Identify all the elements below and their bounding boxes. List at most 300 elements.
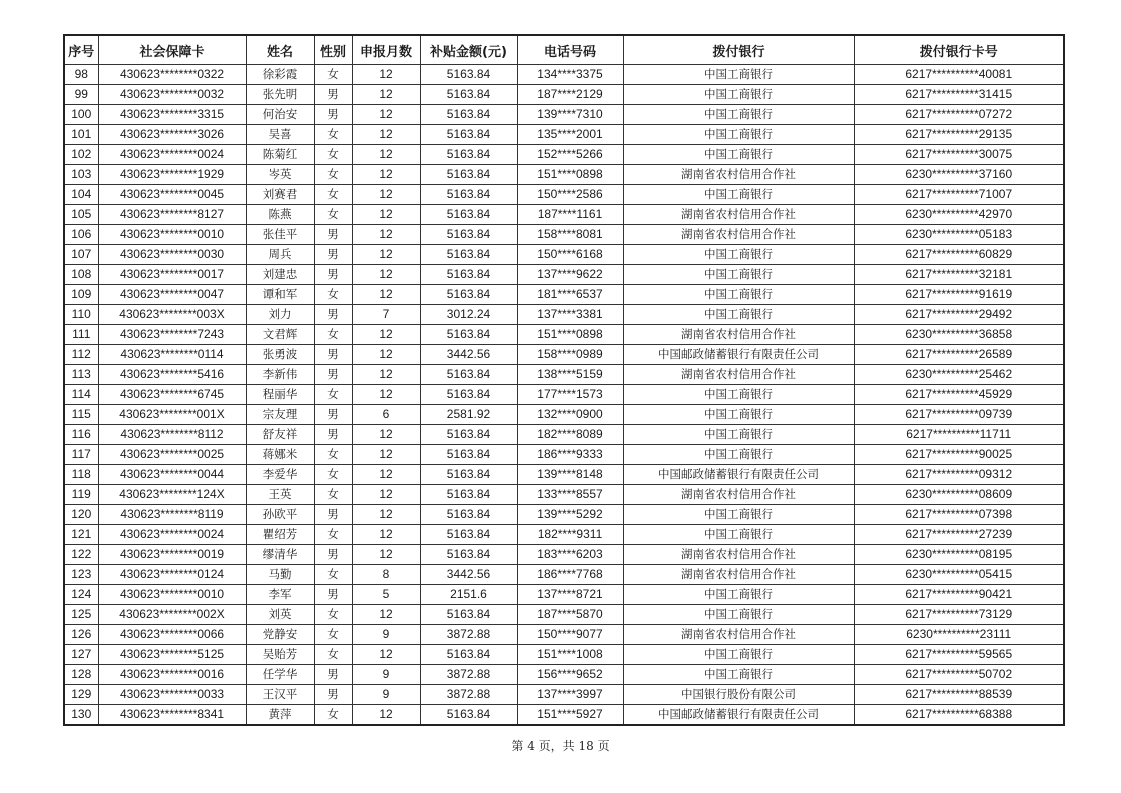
cell-bank: 中国工商银行 [623, 605, 854, 625]
header-bank-card: 拨付银行卡号 [854, 35, 1064, 65]
cell-gender: 男 [314, 85, 352, 105]
cell-months: 8 [352, 565, 420, 585]
cell-bank-card: 6217**********31415 [854, 85, 1064, 105]
cell-phone: 139****5292 [517, 505, 623, 525]
header-social-security-card: 社会保障卡 [98, 35, 246, 65]
cell-gender: 女 [314, 645, 352, 665]
cell-phone: 139****7310 [517, 105, 623, 125]
cell-amount: 2581.92 [420, 405, 517, 425]
cell-social-security-card: 430623********0016 [98, 665, 246, 685]
cell-months: 12 [352, 285, 420, 305]
cell-social-security-card: 430623********001X [98, 405, 246, 425]
cell-phone: 151****0898 [517, 165, 623, 185]
cell-months: 12 [352, 385, 420, 405]
cell-phone: 187****1161 [517, 205, 623, 225]
cell-amount: 5163.84 [420, 165, 517, 185]
cell-bank-card: 6217**********59565 [854, 645, 1064, 665]
cell-index: 117 [64, 445, 98, 465]
cell-amount: 5163.84 [420, 605, 517, 625]
cell-bank: 湖南省农村信用合作社 [623, 365, 854, 385]
cell-social-security-card: 430623********6745 [98, 385, 246, 405]
cell-bank-card: 6217**********90421 [854, 585, 1064, 605]
cell-amount: 3872.88 [420, 625, 517, 645]
cell-phone: 133****8557 [517, 485, 623, 505]
cell-name: 张佳平 [246, 225, 314, 245]
cell-social-security-card: 430623********0019 [98, 545, 246, 565]
cell-bank-card: 6217**********45929 [854, 385, 1064, 405]
page-number: 第 4 页，共 18 页 [511, 739, 610, 753]
header-amount: 补贴金额(元) [420, 35, 517, 65]
cell-gender: 男 [314, 405, 352, 425]
table-row [64, 505, 1064, 525]
cell-social-security-card: 430623********8112 [98, 425, 246, 445]
cell-bank: 湖南省农村信用合作社 [623, 225, 854, 245]
cell-bank: 中国工商银行 [623, 145, 854, 165]
cell-phone: 151****1008 [517, 645, 623, 665]
cell-months: 12 [352, 105, 420, 125]
table-row [64, 685, 1064, 705]
table-row [64, 65, 1064, 85]
cell-name: 谭和军 [246, 285, 314, 305]
cell-index: 125 [64, 605, 98, 625]
cell-gender: 女 [314, 705, 352, 726]
cell-gender: 男 [314, 505, 352, 525]
cell-amount: 2151.6 [420, 585, 517, 605]
cell-months: 12 [352, 365, 420, 385]
cell-gender: 男 [314, 245, 352, 265]
cell-bank: 湖南省农村信用合作社 [623, 545, 854, 565]
cell-phone: 137****9622 [517, 265, 623, 285]
cell-bank: 中国工商银行 [623, 425, 854, 445]
cell-bank: 湖南省农村信用合作社 [623, 165, 854, 185]
cell-social-security-card: 430623********0114 [98, 345, 246, 365]
cell-phone: 137****3997 [517, 685, 623, 705]
cell-social-security-card: 430623********5125 [98, 645, 246, 665]
table-row [64, 125, 1064, 145]
cell-amount: 5163.84 [420, 225, 517, 245]
cell-bank: 中国工商银行 [623, 645, 854, 665]
cell-name: 孙欧平 [246, 505, 314, 525]
cell-gender: 男 [314, 425, 352, 445]
cell-index: 111 [64, 325, 98, 345]
cell-bank-card: 6217**********91619 [854, 285, 1064, 305]
cell-name: 陈菊红 [246, 145, 314, 165]
subsidy-table [63, 34, 1065, 726]
cell-gender: 女 [314, 625, 352, 645]
cell-months: 12 [352, 225, 420, 245]
cell-index: 122 [64, 545, 98, 565]
cell-months: 12 [352, 125, 420, 145]
cell-social-security-card: 430623********1929 [98, 165, 246, 185]
cell-index: 127 [64, 645, 98, 665]
cell-index: 129 [64, 685, 98, 705]
cell-phone: 187****5870 [517, 605, 623, 625]
cell-gender: 女 [314, 565, 352, 585]
cell-name: 徐彩霞 [246, 65, 314, 85]
cell-name: 吴喜 [246, 125, 314, 145]
cell-name: 何治安 [246, 105, 314, 125]
cell-bank-card: 6217**********07272 [854, 105, 1064, 125]
cell-bank-card: 6217**********73129 [854, 605, 1064, 625]
table-body [64, 65, 1064, 726]
cell-name: 刘建忠 [246, 265, 314, 285]
cell-amount: 3442.56 [420, 345, 517, 365]
cell-months: 12 [352, 165, 420, 185]
cell-index: 109 [64, 285, 98, 305]
cell-index: 104 [64, 185, 98, 205]
cell-amount: 3872.88 [420, 685, 517, 705]
cell-social-security-card: 430623********8127 [98, 205, 246, 225]
header-index: 序号 [64, 35, 98, 65]
cell-amount: 5163.84 [420, 525, 517, 545]
table-row [64, 625, 1064, 645]
cell-months: 12 [352, 525, 420, 545]
cell-social-security-card: 430623********003X [98, 305, 246, 325]
table-row [64, 705, 1064, 726]
header-bank: 拨付银行 [623, 35, 854, 65]
cell-bank-card: 6217**********90025 [854, 445, 1064, 465]
cell-bank: 中国邮政储蓄银行有限责任公司 [623, 465, 854, 485]
cell-name: 王汉平 [246, 685, 314, 705]
table-row [64, 345, 1064, 365]
cell-bank-card: 6217**********26589 [854, 345, 1064, 365]
cell-gender: 女 [314, 385, 352, 405]
cell-amount: 5163.84 [420, 105, 517, 125]
cell-social-security-card: 430623********0044 [98, 465, 246, 485]
cell-months: 12 [352, 465, 420, 485]
cell-name: 文君辉 [246, 325, 314, 345]
table-row [64, 665, 1064, 685]
table-row [64, 565, 1064, 585]
cell-gender: 男 [314, 365, 352, 385]
cell-gender: 男 [314, 665, 352, 685]
cell-phone: 138****5159 [517, 365, 623, 385]
cell-name: 舒友祥 [246, 425, 314, 445]
cell-gender: 男 [314, 105, 352, 125]
cell-months: 12 [352, 645, 420, 665]
cell-bank-card: 6217**********09312 [854, 465, 1064, 485]
cell-social-security-card: 430623********0017 [98, 265, 246, 285]
cell-index: 100 [64, 105, 98, 125]
cell-index: 118 [64, 465, 98, 485]
cell-amount: 5163.84 [420, 285, 517, 305]
cell-amount: 3872.88 [420, 665, 517, 685]
cell-bank: 中国邮政储蓄银行有限责任公司 [623, 705, 854, 726]
table-row [64, 545, 1064, 565]
cell-months: 12 [352, 325, 420, 345]
cell-bank: 湖南省农村信用合作社 [623, 565, 854, 585]
cell-bank: 中国工商银行 [623, 445, 854, 465]
cell-name: 岑英 [246, 165, 314, 185]
cell-amount: 5163.84 [420, 125, 517, 145]
cell-phone: 181****6537 [517, 285, 623, 305]
cell-name: 黄萍 [246, 705, 314, 726]
cell-amount: 5163.84 [420, 145, 517, 165]
header-name: 姓名 [246, 35, 314, 65]
cell-months: 12 [352, 265, 420, 285]
table-row [64, 445, 1064, 465]
cell-bank-card: 6230**********36858 [854, 325, 1064, 345]
cell-phone: 132****0900 [517, 405, 623, 425]
cell-social-security-card: 430623********8119 [98, 505, 246, 525]
header-gender: 性别 [314, 35, 352, 65]
cell-name: 马勤 [246, 565, 314, 585]
table-row [64, 165, 1064, 185]
cell-gender: 男 [314, 265, 352, 285]
cell-bank-card: 6217**********40081 [854, 65, 1064, 85]
cell-months: 12 [352, 245, 420, 265]
cell-bank-card: 6217**********11711 [854, 425, 1064, 445]
cell-months: 6 [352, 405, 420, 425]
cell-name: 吴贻芳 [246, 645, 314, 665]
cell-index: 106 [64, 225, 98, 245]
cell-amount: 5163.84 [420, 385, 517, 405]
cell-social-security-card: 430623********0124 [98, 565, 246, 585]
cell-bank-card: 6217**********88539 [854, 685, 1064, 705]
cell-name: 张先明 [246, 85, 314, 105]
cell-phone: 139****8148 [517, 465, 623, 485]
cell-amount: 5163.84 [420, 365, 517, 385]
cell-bank: 中国工商银行 [623, 65, 854, 85]
cell-phone: 150****6168 [517, 245, 623, 265]
cell-amount: 5163.84 [420, 485, 517, 505]
cell-bank: 湖南省农村信用合作社 [623, 625, 854, 645]
table-row [64, 225, 1064, 245]
table-row [64, 285, 1064, 305]
cell-bank-card: 6230**********23111 [854, 625, 1064, 645]
cell-index: 128 [64, 665, 98, 685]
cell-amount: 5163.84 [420, 185, 517, 205]
cell-phone: 158****8081 [517, 225, 623, 245]
cell-gender: 女 [314, 165, 352, 185]
table-row [64, 205, 1064, 225]
cell-amount: 5163.84 [420, 205, 517, 225]
cell-bank: 中国工商银行 [623, 105, 854, 125]
cell-amount: 5163.84 [420, 465, 517, 485]
cell-name: 刘力 [246, 305, 314, 325]
cell-name: 李新伟 [246, 365, 314, 385]
cell-phone: 135****2001 [517, 125, 623, 145]
table-row [64, 265, 1064, 285]
cell-phone: 152****5266 [517, 145, 623, 165]
cell-bank: 中国工商银行 [623, 305, 854, 325]
cell-amount: 5163.84 [420, 505, 517, 525]
table-row [64, 465, 1064, 485]
cell-name: 周兵 [246, 245, 314, 265]
table-row [64, 385, 1064, 405]
cell-index: 120 [64, 505, 98, 525]
cell-gender: 女 [314, 185, 352, 205]
cell-social-security-card: 430623********0030 [98, 245, 246, 265]
table-row [64, 405, 1064, 425]
table-row [64, 105, 1064, 125]
cell-amount: 3442.56 [420, 565, 517, 585]
cell-bank: 中国工商银行 [623, 85, 854, 105]
cell-name: 程丽华 [246, 385, 314, 405]
cell-name: 李军 [246, 585, 314, 605]
cell-bank-card: 6217**********29135 [854, 125, 1064, 145]
cell-amount: 5163.84 [420, 325, 517, 345]
cell-social-security-card: 430623********7243 [98, 325, 246, 345]
cell-index: 99 [64, 85, 98, 105]
cell-months: 5 [352, 585, 420, 605]
cell-bank: 中国工商银行 [623, 385, 854, 405]
cell-phone: 182****8089 [517, 425, 623, 445]
table-row [64, 425, 1064, 445]
cell-bank: 中国工商银行 [623, 285, 854, 305]
cell-social-security-card: 430623********0045 [98, 185, 246, 205]
cell-bank: 中国工商银行 [623, 585, 854, 605]
cell-gender: 女 [314, 285, 352, 305]
cell-name: 任学华 [246, 665, 314, 685]
cell-index: 115 [64, 405, 98, 425]
cell-phone: 183****6203 [517, 545, 623, 565]
cell-bank: 中国工商银行 [623, 505, 854, 525]
cell-gender: 男 [314, 225, 352, 245]
cell-gender: 女 [314, 125, 352, 145]
cell-name: 王英 [246, 485, 314, 505]
cell-social-security-card: 430623********0322 [98, 65, 246, 85]
cell-bank-card: 6230**********05183 [854, 225, 1064, 245]
table-header-row [64, 35, 1064, 65]
cell-index: 103 [64, 165, 98, 185]
cell-social-security-card: 430623********0033 [98, 685, 246, 705]
cell-gender: 男 [314, 685, 352, 705]
cell-social-security-card: 430623********3315 [98, 105, 246, 125]
cell-months: 9 [352, 685, 420, 705]
cell-months: 12 [352, 85, 420, 105]
cell-bank: 中国银行股份有限公司 [623, 685, 854, 705]
cell-bank-card: 6230**********05415 [854, 565, 1064, 585]
cell-bank: 中国工商银行 [623, 405, 854, 425]
cell-bank: 中国工商银行 [623, 185, 854, 205]
cell-index: 113 [64, 365, 98, 385]
cell-phone: 151****0898 [517, 325, 623, 345]
cell-bank-card: 6217**********30075 [854, 145, 1064, 165]
cell-index: 110 [64, 305, 98, 325]
cell-gender: 女 [314, 465, 352, 485]
table-row [64, 525, 1064, 545]
cell-bank: 中国工商银行 [623, 245, 854, 265]
cell-phone: 150****9077 [517, 625, 623, 645]
cell-index: 124 [64, 585, 98, 605]
cell-bank: 湖南省农村信用合作社 [623, 325, 854, 345]
cell-name: 陈燕 [246, 205, 314, 225]
cell-name: 缪清华 [246, 545, 314, 565]
cell-bank-card: 6217**********09739 [854, 405, 1064, 425]
cell-months: 12 [352, 425, 420, 445]
table-row [64, 645, 1064, 665]
cell-months: 12 [352, 505, 420, 525]
cell-phone: 186****9333 [517, 445, 623, 465]
cell-gender: 女 [314, 485, 352, 505]
cell-phone: 187****2129 [517, 85, 623, 105]
cell-gender: 男 [314, 345, 352, 365]
table-row [64, 605, 1064, 625]
cell-social-security-card: 430623********0010 [98, 225, 246, 245]
cell-index: 112 [64, 345, 98, 365]
table-row [64, 325, 1064, 345]
table-row [64, 305, 1064, 325]
cell-phone: 150****2586 [517, 185, 623, 205]
cell-index: 130 [64, 705, 98, 726]
cell-phone: 156****9652 [517, 665, 623, 685]
cell-amount: 5163.84 [420, 445, 517, 465]
cell-phone: 177****1573 [517, 385, 623, 405]
cell-bank: 中国工商银行 [623, 125, 854, 145]
cell-bank: 湖南省农村信用合作社 [623, 485, 854, 505]
table-row [64, 485, 1064, 505]
cell-months: 12 [352, 205, 420, 225]
cell-index: 126 [64, 625, 98, 645]
cell-months: 12 [352, 705, 420, 726]
cell-phone: 151****5927 [517, 705, 623, 726]
cell-months: 9 [352, 625, 420, 645]
cell-months: 9 [352, 665, 420, 685]
cell-bank: 中国工商银行 [623, 265, 854, 285]
cell-social-security-card: 430623********3026 [98, 125, 246, 145]
cell-bank-card: 6217**********71007 [854, 185, 1064, 205]
cell-months: 12 [352, 545, 420, 565]
cell-social-security-card: 430623********0047 [98, 285, 246, 305]
cell-amount: 5163.84 [420, 545, 517, 565]
cell-social-security-card: 430623********0032 [98, 85, 246, 105]
cell-bank: 中国工商银行 [623, 665, 854, 685]
cell-social-security-card: 430623********0024 [98, 525, 246, 545]
cell-amount: 5163.84 [420, 425, 517, 445]
cell-amount: 5163.84 [420, 645, 517, 665]
cell-index: 102 [64, 145, 98, 165]
table-row [64, 365, 1064, 385]
cell-bank-card: 6217**********50702 [854, 665, 1064, 685]
cell-amount: 5163.84 [420, 245, 517, 265]
cell-gender: 女 [314, 145, 352, 165]
cell-index: 108 [64, 265, 98, 285]
cell-bank: 中国工商银行 [623, 525, 854, 545]
cell-gender: 女 [314, 445, 352, 465]
cell-social-security-card: 430623********0025 [98, 445, 246, 465]
table-row [64, 85, 1064, 105]
cell-months: 12 [352, 65, 420, 85]
cell-index: 101 [64, 125, 98, 145]
cell-bank-card: 6217**********29492 [854, 305, 1064, 325]
cell-bank-card: 6217**********27239 [854, 525, 1064, 545]
cell-months: 12 [352, 145, 420, 165]
cell-gender: 女 [314, 205, 352, 225]
cell-gender: 男 [314, 305, 352, 325]
cell-bank-card: 6217**********32181 [854, 265, 1064, 285]
cell-gender: 男 [314, 585, 352, 605]
cell-amount: 3012.24 [420, 305, 517, 325]
cell-gender: 女 [314, 325, 352, 345]
cell-bank-card: 6230**********25462 [854, 365, 1064, 385]
table-row [64, 245, 1064, 265]
cell-gender: 女 [314, 65, 352, 85]
cell-social-security-card: 430623********002X [98, 605, 246, 625]
cell-amount: 5163.84 [420, 65, 517, 85]
table-row [64, 185, 1064, 205]
cell-index: 114 [64, 385, 98, 405]
cell-bank-card: 6230**********37160 [854, 165, 1064, 185]
cell-phone: 186****7768 [517, 565, 623, 585]
cell-index: 98 [64, 65, 98, 85]
cell-name: 刘赛君 [246, 185, 314, 205]
cell-gender: 女 [314, 605, 352, 625]
cell-name: 李爱华 [246, 465, 314, 485]
cell-name: 蒋娜米 [246, 445, 314, 465]
cell-phone: 182****9311 [517, 525, 623, 545]
cell-bank-card: 6217**********60829 [854, 245, 1064, 265]
